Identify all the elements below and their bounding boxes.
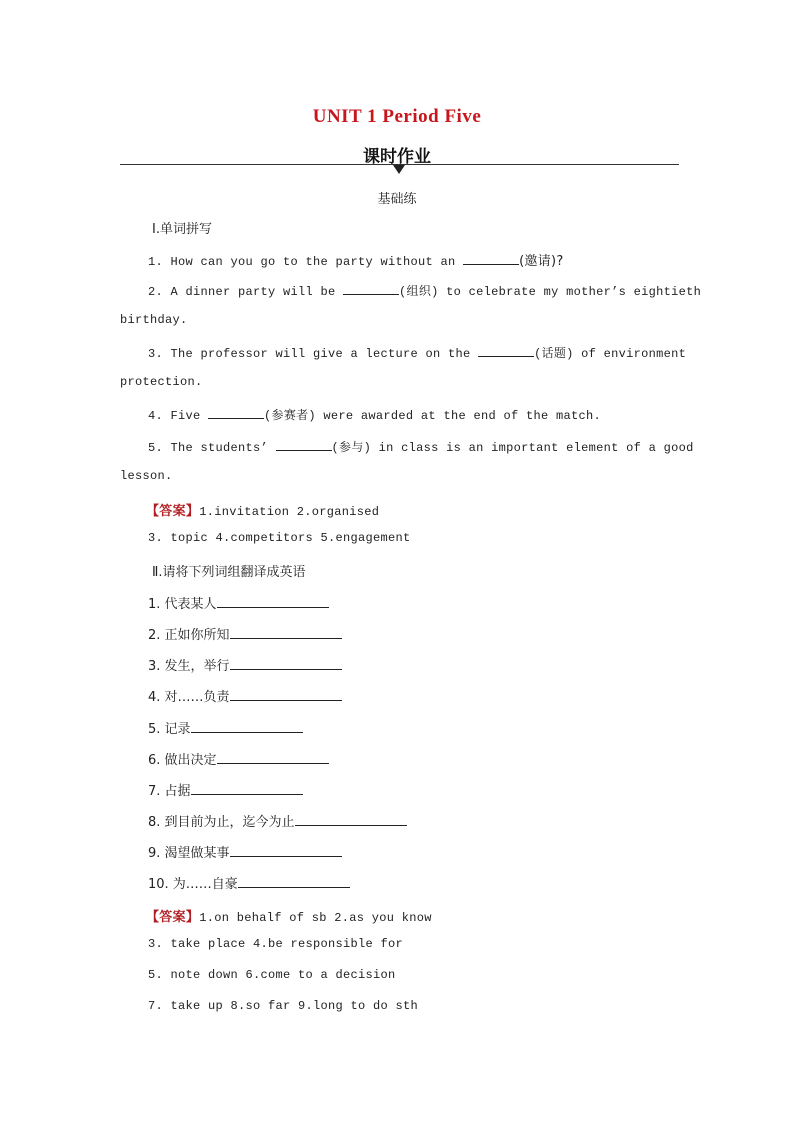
phrase-item [148, 873, 350, 892]
phrase-item [148, 593, 329, 612]
part2-heading: Ⅱ.请将下列词组翻译成英语 [152, 565, 306, 580]
answer-tag: 【答案】 [146, 910, 200, 925]
part1-answer-2: 3. topic 4.competitors 5.engagement [148, 531, 411, 545]
phrase-text: 10. 为……自豪 [148, 877, 238, 892]
question-2 [148, 282, 702, 299]
question-3-text: 3. The professor will give a lecture on the [148, 347, 479, 361]
phrase-text: 6. 做出决定 [148, 753, 217, 768]
phrase-item [148, 655, 342, 674]
answer-blank[interactable] [276, 440, 332, 451]
phrase-item [148, 718, 303, 737]
answer-blank[interactable] [230, 659, 342, 670]
phrase-text: 4. 对……负责 [148, 690, 230, 705]
answer-blank[interactable] [478, 346, 534, 357]
phrase-text: 1. 代表某人 [148, 597, 217, 612]
answer-blank[interactable] [191, 784, 303, 795]
phrase-text: 5. 记录 [148, 722, 191, 737]
phrase-item [148, 811, 407, 830]
question-5-hint: (参与) in class is an important element of a good [331, 441, 694, 455]
part1-heading: Ⅰ.单词拼写 [152, 222, 212, 237]
answer-blank[interactable] [463, 254, 519, 265]
part2-answer-1 [146, 906, 432, 925]
page-subtitle: 课时作业 [363, 147, 431, 167]
phrase-item [148, 686, 342, 705]
question-4-text: 4. Five [148, 409, 209, 423]
question-3 [148, 344, 687, 361]
phrase-text: 8. 到目前为止，迄今为止 [148, 815, 295, 830]
question-5-cont: lesson. [120, 469, 173, 483]
question-1 [148, 250, 564, 269]
section-title: 基础练 [377, 192, 417, 207]
triangle-down-icon [393, 165, 405, 174]
question-1-hint: (邀请)? [519, 254, 564, 269]
answer-blank[interactable] [230, 690, 342, 701]
answer-blank[interactable] [230, 846, 342, 857]
question-1-text: 1. How can you go to the party without an [148, 255, 464, 269]
answer-blank[interactable] [217, 753, 329, 764]
phrase-text: 7. 占据 [148, 784, 191, 799]
question-2-text: 2. A dinner party will be [148, 285, 344, 299]
phrase-text: 9. 渴望做某事 [148, 846, 230, 861]
question-4 [148, 406, 601, 423]
question-5 [148, 438, 694, 455]
question-4-hint: (参赛者) were awarded at the end of the match. [264, 409, 601, 423]
answer-text: 1.invitation 2.organised [199, 505, 380, 519]
answer-blank[interactable] [191, 722, 303, 733]
question-2-hint: (组织) to celebrate my mother’s eightieth [399, 285, 702, 299]
question-3-hint: (话题) of environment [534, 347, 687, 361]
phrase-item [148, 624, 342, 643]
question-2-cont: birthday. [120, 313, 188, 327]
phrase-item [148, 749, 329, 768]
phrase-text: 3. 发生，举行 [148, 659, 230, 674]
answer-blank[interactable] [230, 628, 342, 639]
phrase-item [148, 780, 303, 799]
question-3-cont: protection. [120, 375, 203, 389]
phrase-text: 2. 正如你所知 [148, 628, 230, 643]
question-5-text: 5. The students’ [148, 441, 276, 455]
answer-text: 1.on behalf of sb 2.as you know [199, 911, 432, 925]
answer-blank[interactable] [208, 408, 264, 419]
answer-blank[interactable] [238, 877, 350, 888]
part2-answer-4: 7. take up 8.so far 9.long to do sth [148, 999, 419, 1013]
phrase-item [148, 842, 342, 861]
answer-tag: 【答案】 [146, 504, 200, 519]
answer-blank[interactable] [217, 597, 329, 608]
part2-answer-2: 3. take place 4.be responsible for [148, 937, 404, 951]
part1-answer-1 [146, 500, 379, 519]
answer-blank[interactable] [343, 284, 399, 295]
answer-blank[interactable] [295, 815, 407, 826]
page-title: UNIT 1 Period Five [312, 106, 482, 127]
part2-answer-3: 5. note down 6.come to a decision [148, 968, 396, 982]
